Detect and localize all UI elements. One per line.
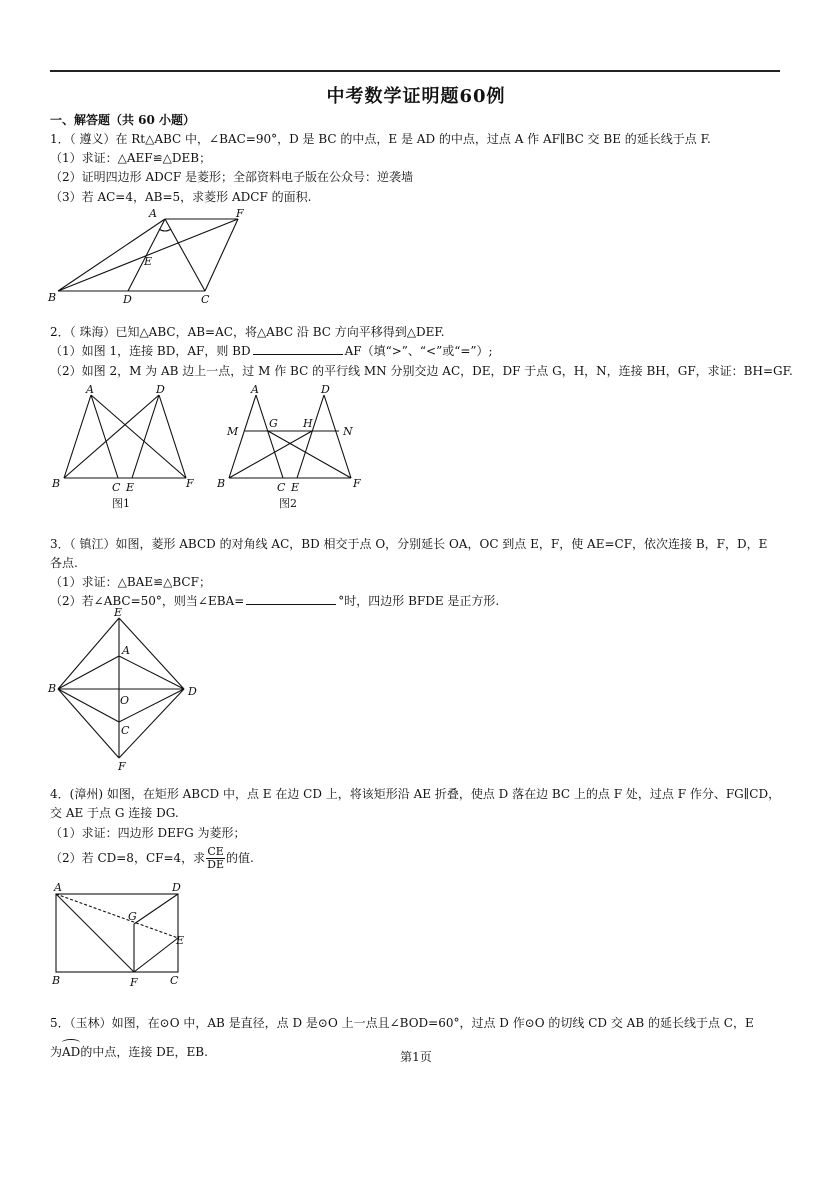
q2-answer-blank[interactable] [253,343,343,355]
q4-fraction-numerator: CE [207,845,224,858]
q2f1-label-f: F [186,477,194,490]
q3-label-d: D [188,685,197,698]
q2f1-label-d: D [156,383,165,396]
q4-stem-line2: 交 AE 于点 G 连接 DG. [50,806,179,820]
q4-part1: （1）求证：四边形 DEFG 为菱形； [50,826,246,840]
q4-stem-line1: 4．(漳州) 如图，在矩形 ABCD 中，点 E 在边 CD 上，将该矩形沿 AE 折叠，使点 D 落在边 BC 上的点 F 处，过点 F 作分、FG∥CD， [50,787,781,801]
q3-label-a: A [122,644,130,657]
q4-label-g: G [128,910,137,923]
q2f2-label-d: D [321,383,330,396]
q1-label-d: D [123,293,132,306]
q3-label-c: C [121,724,130,737]
q1-label-f: F [236,207,244,220]
q5-stem-line1: 5．（玉林）如图，在⊙O 中，AB 是直径，点 D 是⊙O 上一点且∠BOD=60°，过点 D 作⊙O 的切线 CD 交 AB 的延长线于点 C，E [50,1016,754,1030]
q2f2-label-e: E [291,481,300,494]
q1-figure [40,205,260,305]
page-title: 中考数学证明题60例 [326,86,506,107]
q4-label-b: B [52,974,61,987]
q2-part1 [50,343,493,359]
q2f2-label-c: C [277,481,286,494]
q3-stem-line2: 各点. [50,556,78,570]
q2-part1-text-b: AF（填“>”、“<”或“=”）; [344,344,493,358]
q2f2-label-g: G [269,417,278,430]
q3-label-e: E [114,606,123,619]
q2f2-label-a: A [251,383,259,396]
page-number: 第1页 [400,1050,432,1064]
q4-part2 [50,846,254,871]
q5-arc-ad: AD [62,1045,81,1059]
section-heading: 一、解答题（共 60 小题） [50,113,196,127]
q4-label-e: E [176,934,185,947]
q2f2-caption: 图2 [279,497,297,510]
q1-label-e: E [144,255,153,268]
q2-figure-2 [213,383,373,513]
q4-fraction-denominator: DE [207,858,224,871]
q2-part2: （2）如图 2，M 为 AB 边上一点，过 M 作 BC 的平行线 MN 分别交边 AC，DE，DF 于点 G，H，N，连接 BH，GF，求证：BH=GF. [50,364,793,378]
q3-part1: （1）求证：△BAE≌△BCF； [50,575,211,589]
q2f2-label-m: M [227,425,239,438]
q4-fraction [206,846,225,871]
q5-text-a: 为 [50,1045,63,1059]
q4-label-a: A [54,881,62,894]
q2f1-caption: 图1 [112,497,130,510]
q4-label-d: D [172,881,181,894]
q4-figure [44,878,194,990]
q1-label-a: A [149,207,157,220]
q1-part3: （3）若 AC=4，AB=5，求菱形 ADCF 的面积. [50,190,312,204]
q3-label-f: F [118,760,126,773]
q3-part2-text-b: °时，四边形 BFDE 是正方形. [338,594,500,608]
q1-part2: （2）证明四边形 ADCF 是菱形；全部资料电子版在公众号：逆袭墙 [50,170,414,184]
q2f2-label-h: H [303,417,313,430]
q5-text-b: 的中点，连接 DE，EB. [80,1045,208,1059]
q2f2-label-b: B [217,477,226,490]
header-rule [50,70,780,72]
q2f1-label-b: B [52,477,61,490]
q1-stem: 1．（ 遵义）在 Rt△ABC 中，∠BAC=90°，D 是 BC 的中点，E 是 AD 的中点，过点 A 作 AF∥BC 交 BE 的延长线于点 F. [50,132,711,146]
q2-stem: 2．（ 珠海）已知△ABC，AB=AC，将△ABC 沿 BC 方向平移得到△DEF. [50,325,445,339]
q2f2-label-n: N [343,425,353,438]
q1-label-c: C [201,293,210,306]
q2f2-label-f: F [353,477,361,490]
q3-figure [44,606,214,773]
q4-label-c: C [170,974,179,987]
q3-label-b: B [48,682,57,695]
q4-part2-text-a: （2）若 CD=8，CF=4，求 [50,851,206,865]
q1-part1: （1）求证：△AEF≌△DEB； [50,151,212,165]
q3-answer-blank[interactable] [246,593,336,605]
q4-part2-text-b: 的值. [226,851,254,865]
q3-label-o: O [120,694,130,707]
q2f1-label-e: E [126,481,135,494]
q2-part1-text-a: （1）如图 1，连接 BD，AF，则 BD [50,344,251,358]
q1-label-b: B [48,291,57,304]
q3-part2-text-a: （2）若∠ABC=50°，则当∠EBA= [50,594,245,608]
q2-figure-1 [48,383,198,513]
q2f1-label-c: C [112,481,121,494]
q2f1-label-a: A [86,383,94,396]
q4-label-f: F [130,976,138,989]
q3-stem-line1: 3．（ 镇江）如图，菱形 ABCD 的对角线 AC，BD 相交于点 O，分别延长 OA，OC 到点 E，F，使 AE=CF，依次连接 B，F，D，E [50,537,768,551]
